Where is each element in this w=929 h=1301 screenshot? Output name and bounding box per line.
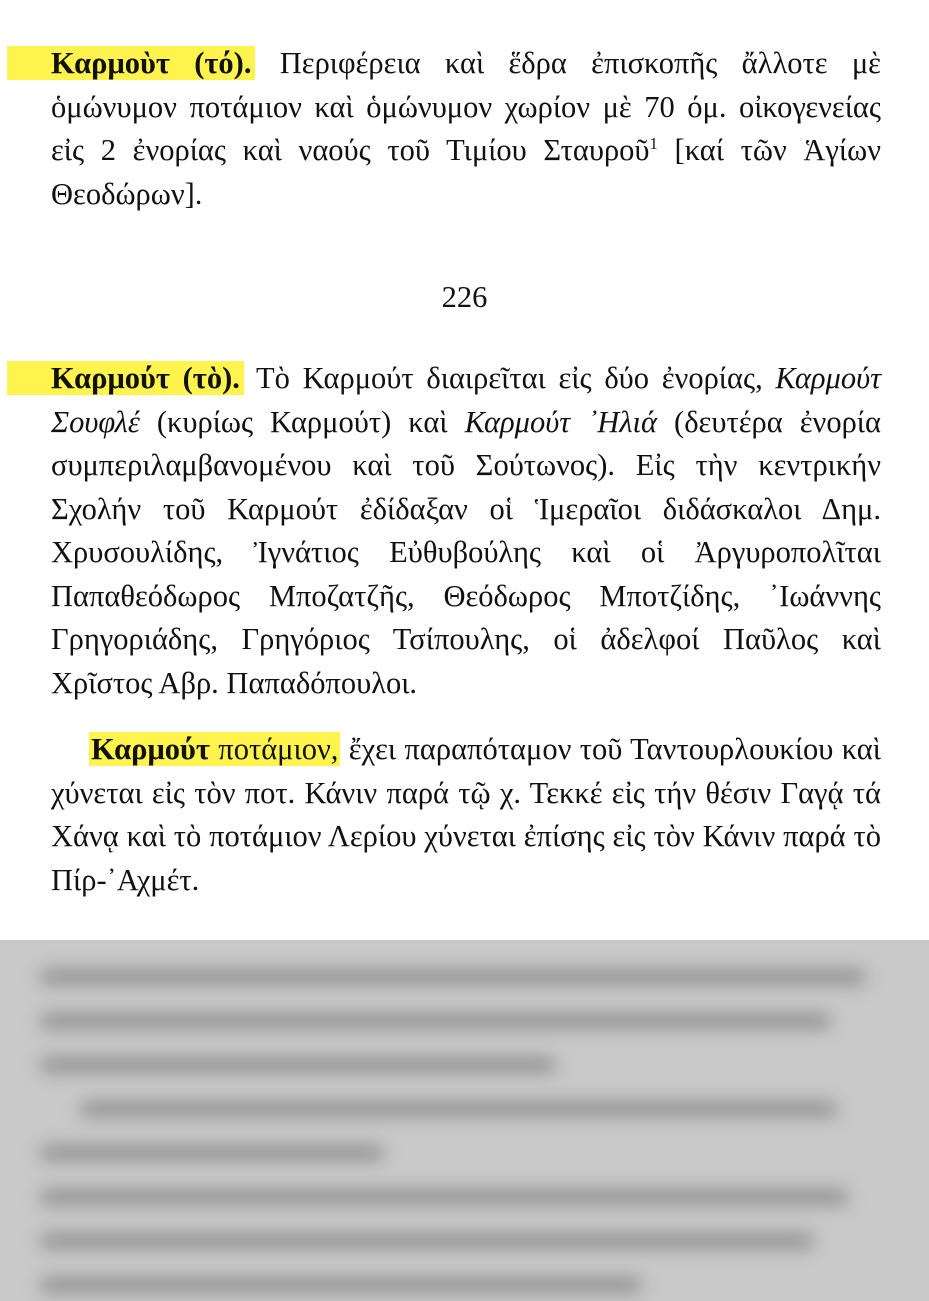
parish-name: Καρμούτ Σουφλέ: [51, 361, 881, 439]
headword: Καρμούτ (τὸ).: [51, 361, 240, 395]
blurred-line: [40, 1234, 814, 1248]
blurred-line: [40, 1058, 556, 1072]
headword: Καρμούτ: [91, 732, 210, 766]
parish-name: Καρμούτ ᾽Ηλιά: [464, 404, 658, 439]
blurred-line: [40, 1146, 384, 1160]
entry-text-end: [καί τῶν Ἁγίων Θεοδώρων].: [51, 133, 881, 211]
highlight-headword: [89, 732, 340, 766]
entry-karmout-1: [51, 42, 881, 216]
blurred-line: [40, 1278, 642, 1292]
blurred-text-lines: [40, 940, 900, 1301]
entry-text: (δευτέρα ἐνορία συμπεριλαμβανομένου καὶ τοῦ Σούτωνος). Εἰς τὴν κεντρικήν Σχολήν τοῦ Καρμούτ ἐδίδαξαν οἱ Ἱμεραῖοι διδάσκαλοι Δημ. Χρυσουλίδης, Ἰγνάτιος Εὐθυβούλης καὶ οἱ Ἀργυροπολῖται Παπαθεόδωρος Μποζατζῆς, Θεόδωρος Μποτζίδης, ᾽Ιωάννης Γρηγοριάδης, Γρηγόριος Τσίπουλης, οἱ ἀδελφοί Παῦλος καὶ Χρῖστος Αβρ. Παπαδόπουλοι.: [51, 404, 881, 700]
blurred-line: [40, 970, 866, 984]
entry-karmout-2: [51, 357, 881, 705]
blurred-line: [40, 1190, 848, 1204]
blurred-line: [40, 1014, 831, 1028]
page-number: 226: [441, 280, 488, 314]
headword-rest: ποτάμιον,: [209, 732, 339, 766]
entry-text: ἔχει παραπόταμον τοῦ Ταντουρλουκίου καὶ χύνεται εἰς τὸν ποτ. Κάνιν παρά τῷ χ. Τεκκέ εἰς τήν θέσιν Γαγᾴ τά Χάνᾳ καὶ τὸ ποτάμιον Λερίου χύνεται ἐπίσης εἰς τὸν Κάνιν παρά τὸ Πίρ-᾽Αχμέτ.: [51, 732, 881, 897]
headword: Καρμοὺτ (τό).: [51, 46, 252, 80]
entry-text: Τὸ Καρμούτ διαιρεῖται εἰς δύο ἐνορίας,: [243, 361, 776, 395]
blurred-text-region: [0, 940, 929, 1301]
footnote-marker[interactable]: 1: [649, 133, 658, 153]
entry-text: (κυρίως Καρμούτ) καὶ: [139, 404, 465, 439]
entry-text: Περιφέρεια καὶ ἕδρα ἐπισκοπῆς ἄλλοτε μὲ ὁμώνυμον ποτάμιον καὶ ὁμώνυμον χωρίον μὲ 70 όμ. οἰκογενείας εἰς 2 ἐνορίας καὶ ναούς τοῦ Τιμίου Σταυροῦ: [51, 46, 881, 167]
blurred-line: [80, 1102, 837, 1116]
highlight-headword: [7, 46, 255, 80]
entry-karmout-river: [51, 728, 881, 902]
highlight-headword: [7, 361, 244, 395]
